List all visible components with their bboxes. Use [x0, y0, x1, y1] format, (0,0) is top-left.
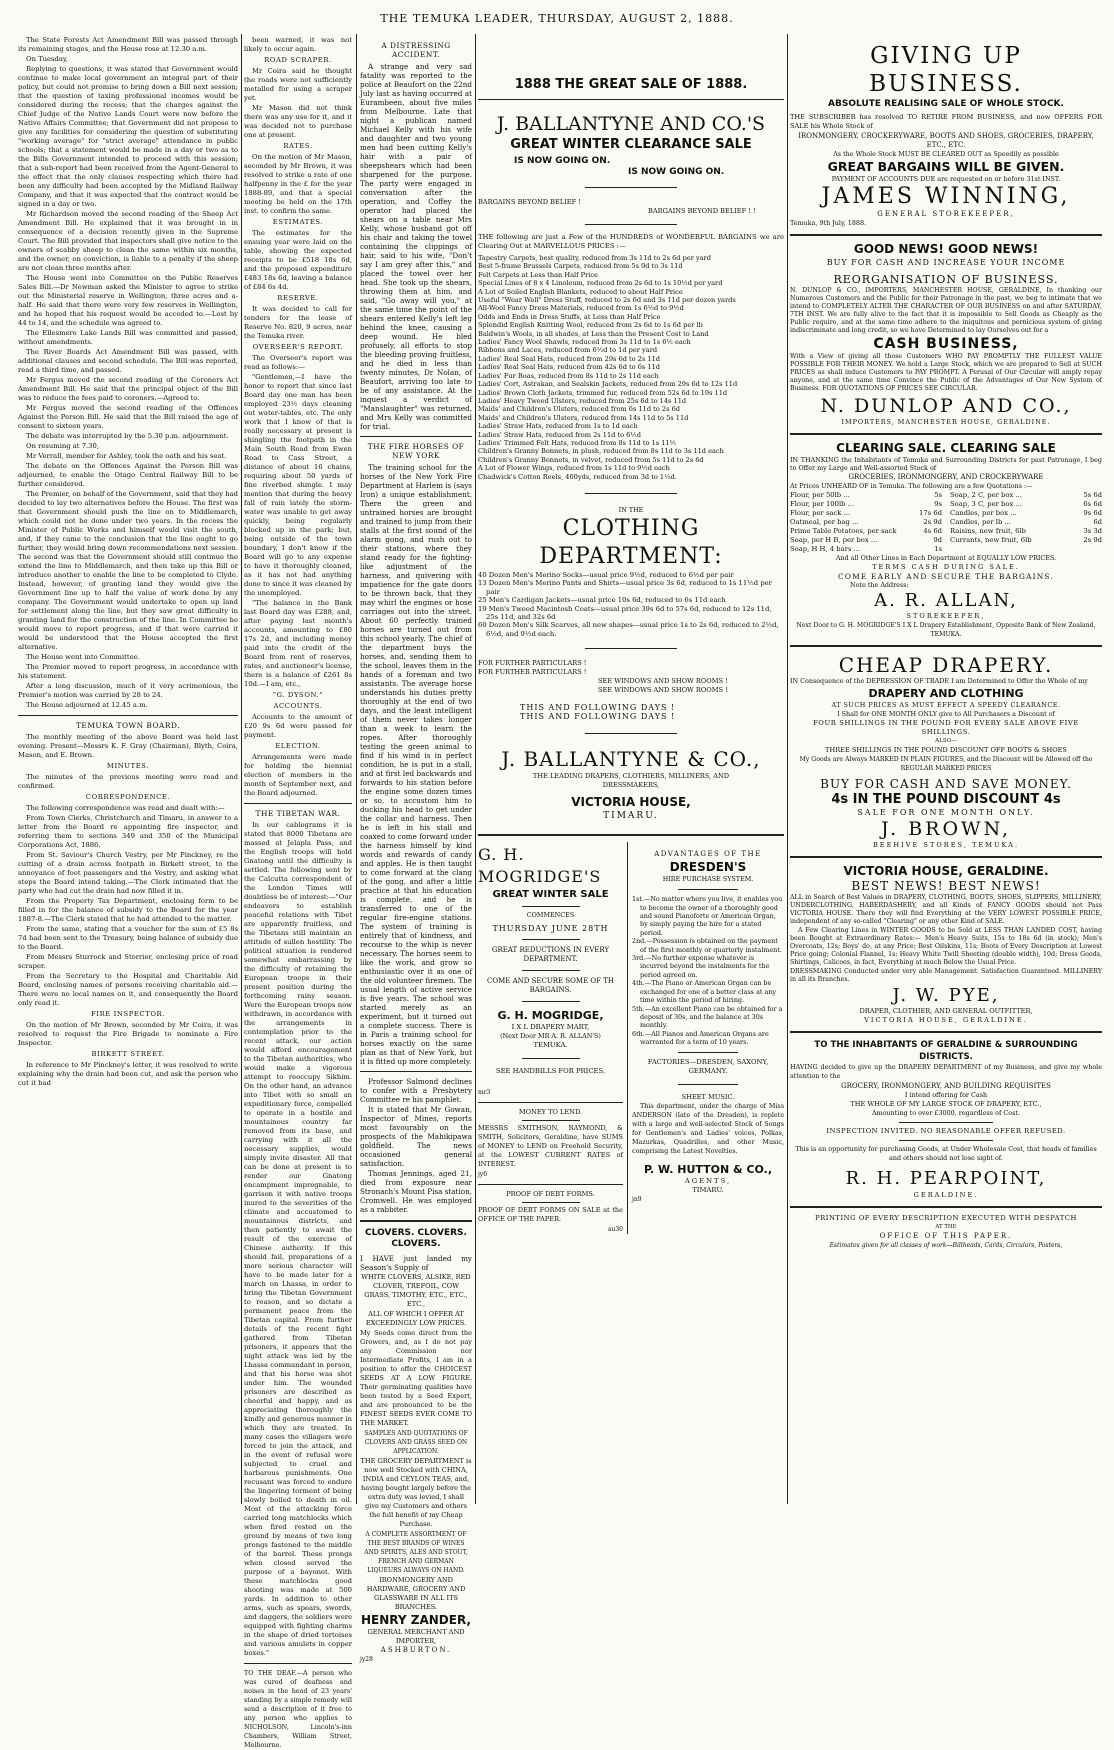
subheading: OVERSEER'S REPORT. — [252, 343, 344, 351]
also: ALSO— — [935, 738, 957, 744]
winning-date: Temuka, 9th July, 1888. — [790, 219, 867, 227]
allan-role: STOREKEEPER, — [906, 612, 986, 620]
price-item: Soap, 3 C, per box ... — [950, 500, 1022, 508]
list-item: Best 5-frame Brussels Carpets, reduced from 5s 9d to 3s 11d — [478, 262, 683, 271]
allan-prices: At Prices UNHEARD OF in Temuka. The following are a few Quotations :— — [790, 482, 1033, 490]
paragraph: "The balance in the Bank last Board day was £288, and, after paying last month's accounts, amounting to £80 17s 2d, and including money paid into the credit of the Board from rent of reserves, rates, and auctioneer's license, there is a balance of £261 8s 10d.—I am, etc., — [244, 599, 352, 688]
paragraph: In our cablegrams it is stated that 8000 Tibetans are massed at Jelapla Pass, and the English troops will hold Gnatong until the difficulty is settled. The following sent by the Calcutta correspondent of the London Times will doubtless be of interest:—"Our endeavors to establish peaceful relations with Tibet are apparently fruitless, and the Tibetans still maintain an attitude of sullen hostility. The political situation is rendered somewhat embarrassing by the difficulty of retaining the European troops in their present position during the forthcoming rainy season. Were the European troops now withdrawn, in accordance with the arrangements in contemplation prior to the recent attack, our action would afford encouragement to the Tibetan authorities, who would make a vigorous attempt to reoccupy Sikhim. On the other hand, an advance into Tibet with so small an expeditionary force, compelled to operate in a hostile and mountainous country far removed from its base, and carrying with it all the necessary supplies, would simply invite disaster. All that can be done at present is to render our Gnatong encampment impregnable, to garrison it with native troops inured to the severities of the climate and accustomed to mountainous districts, and then patiently to await the result of the exercise of Chinese authority. If this should fail, preparations of a more serious character will have to be made later for a march on Lhassa, in order to bring the Tibetan Government to reason, and so dictate a permanent peace from the Tibetan capital. From further details of the recent fight gathered from Tibetan prisoners, it appears that the night attack was led by the Lhassa commandant in person, and that his horse was shot under him. The wounded prisoners are described as cheerful and happy, and as appreciating thoroughly the kindly and generous manner in which they are treated. In many cases the villagers were forced to join the attack, and in the event of refusal were subjected to cruel and barbarous punishments. One recusant was forced to endure the lingering torment of being slowly boiled to death in oil. Most of the attacking force carried long matchlocks which when fired rested on the ground by means of two long prongs fastened to the middle of the barrel. These prongs when closed served the purpose of a bayonet. With these matchlocks good shooting was made at 500 yards. In addition to other arms, such as spears, swords, and daggers, the soldiers were equipped with fighting charms in the shape of dried tortoises and various amulets in copper boxes." — [244, 821, 352, 1657]
price-row — [950, 509, 1102, 518]
price-row — [790, 509, 942, 518]
list-item: Odds and Ends in Dress Stuffs, at Less than Half Price — [478, 312, 661, 321]
zander-town: ASHBURTON. — [380, 1646, 452, 1654]
paragraph: From the Property Tax Department, enclosing form to be filled in for the balance of subsidy to the Board for the year 1887-8.—The Clerk stated that he had attended to the matter. — [18, 897, 238, 923]
days-1: THIS AND FOLLOWING DAYS ! — [520, 703, 676, 713]
paragraph: The Premier moved to report progress, in accordance with his statement. — [18, 663, 238, 680]
subheading: "G. DYSON." — [272, 691, 324, 699]
bargains-intro: THE following are just a Few of the HUNDREDS of WONDERFUL BARGAINS we are Clearing Out at MARVELLOUS PRICES :— — [478, 233, 784, 250]
list-item: 25 Men's Cardigan Jackets—usual price 10s 6d, reduced to 6s 11d each — [478, 596, 726, 605]
paragraph: Mr Coira said he thought the roads were not sufficiently metalled for using a scraper yet. — [244, 67, 352, 102]
tibet-heading: THE TIBETAN WAR. — [255, 809, 341, 818]
column-3 — [478, 36, 784, 1504]
paragraph: The River Boards Act Amendment Bill was passed, with additional clauses and second schedule. The Bill was reported, read a third time, and passed. — [18, 348, 238, 374]
price-value: 1s — [934, 545, 942, 553]
factories: FACTORIES—DRESDEN, SAXONY, GERMANY. — [647, 1057, 769, 1075]
clearance-sale: GREAT WINTER CLEARANCE SALE — [510, 137, 752, 152]
cash-text: With a View of giving all those Customers WHO PAY PROMPTLY THE FULLEST VALUE POSSIBLE FOR THEIR MONEY. We hold a Large Stock, which we are prepared to Sell at SUCH PRICES as shall induce Customers to PAY PROMPT. A Perusal of Our Circular will amply repay anyone, and at the same time Convince the Public of the Advantages of Our New System of Business. FOR QUOTATIONS OF PRICES SEE CIRCULAR. — [790, 353, 1102, 392]
paragraph: Accounts to the amount of £20 9s 6d were passed for payment. — [244, 713, 352, 739]
further-2: FOR FURTHER PARTICULARS ! — [478, 668, 587, 677]
paragraph: From the Secretary to the Hospital and Charitable Aid Board, enclosing names of persons receiving charitable aid.—There were no local names on it, and consequently the Board only read it. — [18, 972, 238, 1007]
mogridge-town: TEMUKA. — [533, 1041, 568, 1050]
price-value: 9d — [933, 536, 942, 544]
sale-date: THURSDAY JUNE 28TH — [492, 924, 609, 934]
mogridge-name-2: G. H. MOGRIDGE, — [497, 1009, 604, 1023]
come-early: COME EARLY AND SECURE THE BARGAINS. — [838, 572, 1054, 581]
list-item: Splendid English Knitting Wool, reduced from 2s 6d to 1s 6d per lb — [478, 321, 703, 330]
paragraph: Mr Fergus moved the second reading of the Coroners Act Amendment Bill. He said that the principal object of the Bill was to reduce the fees paid to coroners.—Agreed to. — [18, 376, 238, 402]
price-item: Soap, 2 C, per box ... — [950, 491, 1022, 499]
ballantyne-firm-2: J. BALLANTYNE & CO., — [501, 747, 761, 772]
giving-up: GIVING UP BUSINESS. — [869, 43, 1023, 97]
speedy-clearance: AT SUCH PRICES AS MUST EFFECT A SPEEDY CLEARANCE. — [831, 701, 1061, 709]
money-code: jy6 — [478, 1171, 488, 1179]
list-item: Felt Carpets at Less than Half Price — [478, 270, 598, 279]
price-item: Oatmeal, per bag ... — [790, 518, 859, 526]
price-item: Raisins, new fruit, 6lb — [950, 527, 1026, 535]
allan-stock: GROCERIES, IRONMONGERY, AND CROCKERYWARE — [848, 473, 1044, 481]
intend-offering: I intend offering for Cash — [904, 1091, 988, 1099]
bargains-1: BARGAINS BEYOND BELIEF ! — [478, 198, 581, 206]
clearing-sale: CLEARING SALE. CLEARING SALE — [836, 441, 1056, 455]
list-item: Ladies' Straw Hats, reduced from 1s to 1d each — [478, 422, 638, 431]
fire-horses-article: The training school for the horses of the New York Fire Department at Harlem is (says Iron) a unique establishment. There the green and untrained horses are brought and trained to jump from their stalls at the first sound of the alarm gong, and rush out to their stations, where they stand ready for the fighting-like adjustment of the harness, and quivering with impatience for the gate doors to be thrown back, that they may whirl the engines or hose carriages out into the street. About 60 perfectly trained horses are turned out from this school yearly. The chief of the department buys the horses, and, sending them to the school, leaves them in the hands of a foreman and two assistants. The average horse understands his duties pretty thoroughly at the end of two days, and the least intelligent of them never takes longer than a week to learn the ropes. After thoroughly testing the green animal to find if his wind is in perfect condition, he is put in a stall, and at first led backwards and forwards to his station before the engine some dozen times or so, to accustom him to ducking his head to get under the collar and harness. Then he is left in his stall and coaxed to come forward under the harness himself by kind words and rewards of candy and apples. He is then taught to come forward at the clang of the gong, and after a little practice at that his education is complete, and he is transferred to one of the regular fire-engine stations. The system of training is entirely that of kindness, and recourse to the whip is never necessary. The horses seem to like the work, and grow so enthusiastic over it as one of the old volunteer firemen. The usual length of active service is five years. The school was started merely as an experiment, but it turned out a complete success. There is in Paris a training school for horses exactly on the same plan as that of New York, but it is fitted up more completely. — [360, 463, 472, 1066]
price-value: 5s — [934, 491, 942, 499]
column-rule — [475, 34, 476, 1504]
clovers-items: WHITE CLOVERS, ALSIKE, RED CLOVER, TREFOIL, COW GRASS, TIMOTHY, ETC., ETC., ETC., — [361, 1273, 471, 1308]
hutton-town: TIMARU. — [692, 1185, 724, 1194]
price-item: Flour, per 50lb ... — [790, 491, 850, 499]
paragraph: On the motion of Mr Brown, seconded by Mr Coira, it was resolved to request the Fire Brigade to nominate a Fire Inspector. — [18, 1021, 238, 1047]
list-item: Ribbons and Laces, reduced from 6½d to 1d per yard — [478, 346, 658, 355]
further-1: FOR FURTHER PARTICULARS ! — [478, 659, 587, 668]
winning-stock: IRONMONGERY, CROCKERYWARE, BOOTS AND SHOES, GROCERIES, DRAPERY, ETC., ETC. — [798, 132, 1094, 149]
plain-figures: My Goods are Always MARKED IN PLAIN FIGURES, and the Discount will be Allowed off the REGULAR MARKED PRICES — [799, 756, 1093, 772]
price-value: 3s 3d — [1083, 527, 1102, 535]
price-row — [950, 491, 1102, 500]
list-item: A Lot of Flower Wings, reduced from 1s 11d to 9½d each — [478, 464, 670, 473]
price-row — [950, 527, 1102, 536]
price-row — [950, 500, 1102, 509]
days-2: THIS AND FOLLOWING DAYS ! — [520, 712, 676, 722]
whole-stock: THE WHOLE OF MY LARGE STOCK OF DRAPERY, ETC., — [850, 1100, 1042, 1108]
price-item: Flour, per sack ... — [790, 509, 851, 517]
town-board-continued — [244, 36, 352, 798]
wines: A COMPLETE ASSORTMENT OF THE BEST BRANDS OF WINES AND SPIRITS, ALES AND STOUT, FRENCH AND GERMAN LIQUEURS ALWAYS ON HAND. — [364, 1531, 468, 1574]
paragraph: The minutes of the previous meeting were read and confirmed. — [18, 773, 238, 790]
fire-horses-heading: THE FIRE HORSES OF NEW YORK — [367, 442, 465, 460]
at-the: AT THE — [935, 1224, 957, 1230]
price-value: 6d — [1093, 518, 1102, 526]
list-item: Children's Granny Bonnets, in velvet, reduced from 5s 11d to 2s 6d — [478, 455, 704, 464]
paragraph: From Messrs Sturrock and Storrier, enclosing price of road scraper. — [18, 953, 238, 970]
money-notice: MESSRS SMITHSON, RAYMOND, & SMITH, Solicitors, Geraldine, have SUMS of MONEY to LEND on Freehold Security, at the LOWEST CURRENT RATES of INTEREST. — [478, 1124, 623, 1169]
reorganisation: REORGANISATION OF BUSINESS. — [833, 273, 1059, 286]
price-row — [790, 500, 942, 509]
allan-name: A. R. ALLAN, — [874, 590, 1018, 611]
list-item: Ladies' Cort, Astrakan, and Sealskin Jackets, reduced from 29s 6d to 12s 11d — [478, 380, 738, 389]
list-item: Maids' and Children's Ulsters, reduced from 6s 11d to 2s 6d — [478, 405, 680, 414]
good-news: GOOD NEWS! GOOD NEWS! — [853, 242, 1039, 256]
four-shillings-discount: 4s IN THE POUND DISCOUNT 4s — [831, 792, 1061, 807]
pearpoint-name: R. H. PEARPOINT, — [845, 1168, 1047, 1189]
subheading: ACCOUNTS. — [273, 702, 323, 710]
three-shillings: THREE SHILLINGS IN THE POUND DISCOUNT OFF BOOTS & SHOES — [825, 746, 1067, 754]
paragraph: From St. Saviour's Church Vestry, per Mr Pinckney, re the cutting of a drain across footpath in Birkett street, to the annoyance of foot passengers and the Vestry, and asking what steps the Board intend taking.—The Clerk intimated that the party who had cut the drain had now filled it in. — [18, 851, 238, 895]
pearpoint-town: GERALDINE. — [913, 1191, 979, 1199]
price-row — [790, 536, 942, 545]
bargains-2: BARGAINS BEYOND BELIEF ! ! — [648, 207, 756, 215]
paragraph: The Ellesmere Lake Lands Bill was committed and passed, without amendments. — [18, 329, 238, 346]
dunlop-name: N. DUNLOP AND CO., — [820, 395, 1072, 417]
hardware: IRONMONGERY AND HARDWARE, GROCERY AND GLASSWARE IN ALL ITS BRANCHES. — [366, 1576, 466, 1611]
salmond-note: Professor Salmond declines to confer with a Presbytery Committee re his pamphlet. — [360, 1077, 472, 1104]
paragraph: Arrangements were made for holding the biennial election of members in the month of September next, and the Board adjourned. — [244, 753, 352, 797]
subheading: ESTIMATES. — [272, 218, 324, 226]
buy-for-cash: BUY FOR CASH AND INCREASE YOUR INCOME — [826, 258, 1066, 267]
dresden-column — [632, 842, 784, 1234]
best-news: BEST NEWS! BEST NEWS! — [851, 879, 1041, 893]
list-item: Ladies' Real Seal Hats, reduced from 42s 6d to 6s 11d — [478, 363, 661, 372]
general-storekeeper: GENERAL STOREKEEPER, — [877, 210, 1015, 218]
list-item: 40 Dozen Men's Merino Socks—usual price 9½d, reduced to 6½d per pair — [478, 570, 734, 579]
list-item: Ladies' Straw Hats, reduced from 2s 11d to 6½d — [478, 430, 641, 439]
price-item: Prime Table Potatoes, per sack — [790, 527, 897, 535]
clovers-title: CLOVERS. CLOVERS. CLOVERS. — [365, 1228, 467, 1249]
paragraph: The House went into Committee on the Public Reserves Sales Bill.—Dr Newman asked the Minister to agree to strike out the Ministerial reserve in Wellington, three acres and a-half. He said that there were very few reserves in Wellington, and he hoped that his request would be acceded to.—Lost by 44 to 14, and the schedule was agreed to. — [18, 274, 238, 327]
opportunity: This is an opportunity for purchasing Goods, at Under Wholesale Cost, that heads of families and others should not lose sight of. — [795, 1145, 1097, 1162]
list-item: Baldwin's Wools, in all shades, at Less than the Present Cost to Land — [478, 329, 709, 338]
list-item: Chadwick's Cotton Reels, 400yds, reduced from 3d to 1½d. — [478, 472, 677, 481]
terms-cash: TERMS CASH DURING SALE. — [872, 563, 1020, 571]
column-rule — [241, 34, 242, 1504]
proof-code: au30 — [607, 1226, 623, 1234]
clothing-list — [478, 571, 784, 638]
realising-sale: ABSOLUTE REALISING SALE OF WHOLE STOCK. — [828, 99, 1064, 109]
money-heading: MONEY TO LEND. — [518, 1108, 583, 1117]
pearpoint-stock: GROCERY, IRONMONGERY, AND BUILDING REQUISITES — [841, 1082, 1051, 1090]
payment-due: PAYMENT OF ACCOUNTS DUE are requested on or before 31st INST. — [831, 175, 1061, 183]
dresden-adv: ADVANTAGES OF THE — [654, 850, 762, 859]
column-2-right — [360, 36, 472, 1663]
bargain-list — [478, 254, 784, 481]
dresden-list — [632, 895, 784, 1046]
great-reductions: GREAT REDUCTIONS IN EVERY DEPARTMENT. — [491, 946, 610, 964]
allan-other: And all Other Lines in Each Department at EQUALLY LOW PRICES. — [835, 554, 1057, 562]
clothing-dept: CLOTHING DEPARTMENT: — [539, 515, 723, 569]
price-value: 6s 6d — [1083, 500, 1102, 508]
clovers-intro: I HAVE just landed my Season's Supply of — [360, 1254, 472, 1272]
price-value: 9s — [934, 500, 942, 508]
pye-text: ALL in Search of Best Values in DRAPERY, CLOTHING, BOOTS, SHOES, SLIPPERS, MILLINERY, UNDERCLOTHING, HABERDASHERY, and all Kinds of FANCY GOODS should not Pass VICTORIA HOUSE. There they will find Everything at the VERY LOWEST POSSIBLE PRICE, independent of any so-called "Clearing" or any other Kind of SALE. — [790, 894, 1102, 925]
dresden-system: HIRE PURCHASE SYSTEM. — [662, 875, 754, 884]
going-on-2: IS NOW GOING ON. — [628, 167, 725, 177]
masthead: THE TEMUKA LEADER, THURSDAY, AUGUST 2, 1888. — [380, 12, 734, 25]
next-door: (Next Door MR A. R. ALLAN'S) — [500, 1032, 601, 1041]
victoria-house-timaru: VICTORIA HOUSE, — [571, 795, 691, 810]
inspection: INSPECTION INVITED. NO REASONABLE OFFER REFUSED. — [826, 1127, 1066, 1135]
subscriber: THE SUBSCRIBER has resolved TO RETIRE FROM BUSINESS, and now OFFERS FOR SALE his Whole Stock of — [790, 113, 1102, 130]
estimates: Estimates given for all classes of work—Billheads, Cards, Circulars, Posters, — [829, 1242, 1063, 1249]
column-rule — [356, 34, 357, 1504]
paragraph: The following correspondence was read and dealt with:— — [26, 804, 225, 812]
subheading: ELECTION. — [275, 742, 321, 750]
price-item: Soap, per H B, per box ... — [790, 536, 878, 544]
hutton-code: jn9 — [632, 1195, 642, 1203]
column-rule — [787, 34, 788, 1504]
list-item: 60 Dozen Men's Silk Scarves, all new shapes—usual price 1s to 2s 6d, reduced to 2½d, 6½d, and 9½d each. — [478, 621, 779, 638]
column-4 — [790, 36, 1102, 1504]
price-value: 2s 9d — [923, 518, 942, 526]
subheading: CORRESPONDENCE. — [85, 793, 171, 801]
list-item: Useful "Wear Well" Dress Stuff, reduced to 2s 6d and 3s 11d per dozen yards — [478, 296, 736, 305]
pearpoint-text: HAVING decided to give up the DRAPERY DEPARTMENT of my Business, and give my whole attention to the — [790, 1063, 1102, 1080]
brown-name: J. BROWN, — [880, 818, 1012, 840]
paragraph: Mr Richardson moved the second reading of the Sheep Act Amendment Bill. He explained that it was brought in in consequence of a decision recently given in the Supreme Court. The Bill provided that inspectors shall give notice to the owners of scabby sheep to clean the same within six months, and the owner, on conviction, is liable to a penalty if the sheep are not clean three months after. — [18, 210, 238, 272]
pye-name: J. W. PYE, — [892, 985, 1000, 1006]
paragraph: been warned, it was not likely to occur again. — [244, 36, 352, 53]
price-table — [790, 491, 1102, 554]
pye-addr: VICTORIA HOUSE, GERALDINE. — [864, 1016, 1028, 1024]
victoria-house-geraldine: VICTORIA HOUSE, GERALDINE. — [843, 864, 1049, 878]
going-on-1: IS NOW GOING ON. — [514, 156, 611, 166]
paragraph: On the motion of Mr Mason, seconded by Mr Brown, it was resolved to strike a rate of one halfpenny in the £ for the year 1888-89, and that a special meeting be held on the 17th inst. to confirm the same. — [244, 153, 352, 215]
allan-intro: IN THANKING the Inhabitants of Temuka and Surrounding Districts for past Patronage, I beg to Offer my Large and Well-assorted Stock of — [790, 456, 1102, 472]
sheet-music-heading: SHEET MUSIC. — [681, 1092, 735, 1101]
beehive-stores: BEEHIVE STORES, TEMUKA. — [872, 841, 1020, 849]
price-row — [790, 518, 942, 527]
price-value: 2s 9d — [1083, 536, 1102, 544]
paragraph: The Premier, on behalf of the Government, said that they had decided to lay two alternatives before the House. The first was that Government should push the line on to Middlemarch, which could not be done under two years. In the recess the Minister of Public Works and himself would visit the south, and, if they came to the conclusion that the line ought to go further, they would bring down recommendations next session. The second was that the Government should still continue the extend the line to Middlemarch, and then take up this Bill or introduce another to enable the line to be completed to Clyde. Instead, however, of granting land they would give the Government line up to half the value of work done by any company. The Government would undertake to open up land for settlement along the line, but they saw great difficulty in granting land for the construction of the line. In Committee he would move to report progress, and if that were carried it would be understood that the House accepted the first alternative. — [18, 490, 238, 651]
list-item: 1st.—No matter where you live, it enables you to become the owner of a thoroughly good and sound Pianoforte or American Organ, by simply paying the hire for a stated period. — [632, 895, 783, 937]
mogridge-name: G. H. MOGRIDGE'S — [478, 845, 602, 887]
zander-role: GENERAL MERCHANT AND IMPORTER, — [367, 1628, 465, 1645]
price-value: 4s 6d — [923, 527, 942, 535]
four-shillings: FOUR SHILLINGS IN THE POUND FOR EVERY SALE ABOVE FIVE SHILLINGS. — [812, 719, 1079, 736]
list-item: A Lot of Soiled English Blankets, reduced to about Half Price — [478, 287, 683, 296]
paragraph: The monthly meeting of the above Board was held last evening. Present—Messrs K. F. Gray (Chairman), Blyth, Coira, Mason, and E. Brown. — [18, 733, 238, 759]
list-item: Ladies' Trimmed Felt Hats, reduced from 8s 11d to 1s 11½ — [478, 438, 676, 447]
pye-text-2: A Few Clearing Lines in WINTER GOODS to be Sold at LESS THAN LANDED COST, having been Bought at Extraordinary Rates:— Men's Heavy Suits, 15s to 18s 6d (in stock); Men's Overcoats, 12s; Boys' do, at any Price; Best Oilskins, 11s; Boots of Every Description at Lowest Price going; Colonial Flannel, 1s; Heavy White Twill Sheeting (double width), 10d; Dress Goods, Shirtings, Calicoes, in fact, Everything at much Below the Usual Price. — [790, 927, 1102, 966]
jennings-note: Thomas Jennings, aged 21, died from exposure near Stronach's Mount Pisa station, Cromwell. He was employed as a rabbiter. — [360, 1169, 472, 1214]
great-sale-banner: 1888 THE GREAT SALE OF 1888. — [514, 77, 748, 92]
zander-code: jy28 — [360, 1656, 373, 1663]
handbills: SEE HANDBILLS FOR PRICES. — [495, 1067, 606, 1076]
list-item: Ladies' Real Seal Hats, reduced from 29s 6d to 2s 11d — [478, 354, 661, 363]
paragraph: From the same, stating that a voucher for the sum of £5 8s 7d had been sent to the Treasury, being balance of subsidy due to the Board. — [18, 925, 238, 951]
column-1 — [18, 36, 238, 1504]
paragraph: On Tuesday, — [26, 55, 69, 63]
list-item: All-Wool Fancy Dress Materials, reduced from 1s 6½d to 9½d — [478, 304, 684, 313]
commences: COMMENCES — [526, 911, 575, 920]
paragraph: Mr Verrall, member for Ashley, took the oath and his seat. — [26, 452, 227, 460]
dressmaking: DRESSMAKING Conducted under very able Management. Satisfaction Guaranteed. MILLINERY in all its Branches. — [790, 968, 1102, 983]
price-row — [790, 545, 942, 554]
sale-one-month: SALE FOR ONE MONTH ONLY. — [857, 808, 1035, 817]
proof-notice: PROOF OF DEBT FORMS ON SALE at the OFFICE OF THE PAPER. — [478, 1206, 623, 1224]
drapery-clothing: DRAPERY AND CLOTHING — [868, 687, 1024, 700]
subheading: MINUTES. — [106, 762, 150, 770]
price-item: Candles, per lb ... — [950, 518, 1011, 526]
paragraph: Replying to questions, it was stated that Government would continue to make local government an integral part of their policy, but could not promise to bring down a Bill next session; that the question of taxing professional incomes would be considered during the recess; that the charges against the Chief Judge of the Native Lands Court were now before the Native Affairs Committee; that Government did not propose to give any facilities for considering the question of substituting "working average" for "strict average" attendance in public schools; that a statement would be made in a day or two as to the Bills Government intended to proceed with this session; that a sub-report had been received from the Agent-General to the effect that the only clauses respecting which there had been any difficulty had been accepted by the Midland Railway Company, and that it was expected that the contract would be signed in a day or two. — [18, 65, 238, 208]
james-winning: JAMES WINNING, — [821, 184, 1071, 209]
paragraph: "Gentlemen,—I have the honor to report that since last Board day one man has been employed 23½ days cleaning out water-tables, etc. The only work that I know of that is really necessary at present is shingling the footpath in the Main South Road from Ewen Road to Cass Street, a distance of about 16 chains, requiring about 50 yards of fine riverbed shingle. I may mention that during the heavy fall of rain lately the storm-water was unable to get away quickly, being regularly blocked up in the park; but, being outside of the town boundary, I don't know if the Board will go to any expense to have it thoroughly cleaned, as it has not had anything done to since it was cleaned by the unemployed. — [244, 373, 352, 597]
price-value: 5s 6d — [1083, 491, 1102, 499]
price-item: Soap, H H, 4 bars ... — [790, 545, 861, 553]
price-row — [950, 536, 1102, 545]
dresden-name: DRESDEN'S — [669, 860, 747, 875]
list-item: Ladies' Fancy Wool Shawls, reduced from 3s 11d to 1s 6½ each — [478, 338, 691, 347]
paragraph: The House went into Committee. — [26, 653, 140, 661]
grocery-dept: THE GROCERY DEPARTMENT is now well Stocked with CHINA, INDIA and CEYLON TEAS, and, having bought largely before the extra duty was levied, I shall give my Customers and others the full benefit of my Cheap Purchase. — [360, 1457, 472, 1528]
paragraph: The estimates for the ensuing year were laid on the table, showing the expected receipts to be £518 18s 6d, and the proposed expenditure £483 18s 6d, leaving a balance of £84 6s 4d. — [244, 229, 352, 291]
town-board-heading: TEMUKA TOWN BOARD. — [76, 721, 180, 730]
dunlop-text: N. DUNLOP & CO., IMPORTERS, MANCHESTER HOUSE, GERALDINE, In thanking our Numerous Customers and the Public for their Patronage in the past, we beg to intimate that we intend to COMPLETELY ALTER THE CHARACTER OF OUR BUSINESS on and after SATURDAY, 7TH INST. We are fully alive to the fact that it is impossible to Sell Goods as Cheaply as the Public require, and at the same time adhere to the iniquitous and pernicious system of giving indiscriminate and long credit, so we have Determined to lay Ourselves out for a — [790, 287, 1102, 334]
clovers-offer: ALL OF WHICH I OFFER AT EXCEEDINGLY LOW PRICES. — [365, 1310, 467, 1327]
office-paper: OFFICE OF THIS PAPER. — [879, 1232, 1013, 1240]
accident-article: A strange and very sad fatality was reported to the police at Beaufort on the 22nd July last as having occurred at Eurambeen, about five miles from Melbourne. Late that night a publican named Michael Kelly with his wife and daughter and two young men had been cutting Kelly's hair with a pair of sheepshears which had been sharpened for the purpose. The party were engaged in conversation after the operation, and Coffey the operator had placed the shears on a table near Mrs Kelly, whose husband got off his chair and taking the towel containing the clippings of hair, said to his wife, "Don't say I am grey after this," and placed the towel over her head. She took up the shears, throwing them at him, and said, "Go away will you," at the same time the point of the shears entered Kelly's left leg behind the knee, causing a deep wound. He bled profusely, all efforts to stop the bleeding proving fruitless, and he died in less than twenty minutes, Dr Nolan, of Beaufort, arriving too late to be of any assistance. At the inquest a verdict of "Manslaughter" was returned, and Mrs Kelly was committed for trial. — [360, 62, 472, 431]
list-item: 4th.—The Piano or American Organ can be exchanged for one of a better class at any time within the period of hiring. — [632, 979, 777, 1005]
printing: PRINTING OF EVERY DESCRIPTION EXECUTED WITH DESPATCH — [815, 1214, 1077, 1222]
price-item: Currants, new fruit, 6lb — [950, 536, 1032, 544]
ballantyne-firm: J. BALLANTYNE AND CO.'S — [496, 113, 766, 135]
accident-heading: A DISTRESSING ACCIDENT. — [381, 41, 451, 59]
cleared-out: As the Whole Stock MUST BE CLEARED OUT as Speedily as possible — [833, 150, 1059, 158]
price-row — [790, 527, 942, 536]
secure-bargains: COME AND SECURE SOME OF TH BARGAINS. — [486, 977, 614, 995]
allan-address: Next Door to G. H. MOGRIDGE'S I X L Drapery Establishment, Opposite Bank of New Zealand, TEMUKA. — [796, 622, 1096, 638]
subheading: RESERVE. — [277, 294, 319, 302]
list-item: Tapestry Carpets, best quality, reduced from 3s 11d to 2s 6d per yard — [478, 254, 712, 262]
subheading: RATES. — [283, 142, 313, 150]
paragraph: From Town Clerks, Christchurch and Timaru, in answer to a letter from the Board re appointing fire inspector, and referring them to sections 349 and 350 of the Municipal Corporations Act, 1886. — [18, 814, 238, 849]
one-month: I Shall for ONE MONTH ONLY give to All Purchasers a Discount of — [837, 710, 1055, 718]
list-item: 6th.—All Pianos and American Organs are warranted for a term of 10 years. — [632, 1029, 769, 1047]
list-item: Maids' and Children's Ulsters, reduced from 14s 11d to 5s 11d — [478, 413, 689, 422]
list-item: 2nd.—Possession is obtained on the payment of the first monthly or quarterly instalment. — [632, 937, 782, 954]
gowan-note: It is stated that Mr Gowan, Inspector of Mines, reports most favourably on the prospects of the Mahikipawa goldfield. The news occasioned general satisfaction. — [360, 1105, 472, 1168]
price-row — [950, 518, 1102, 527]
windows-2: SEE WINDOWS AND SHOW ROOMS ! — [598, 686, 728, 695]
price-value: 9s 6d — [1083, 509, 1102, 517]
town-board-report — [18, 733, 238, 1088]
paragraph: On resuming at 7.30, — [26, 442, 99, 450]
paragraph: Mr Fergus moved the second reading of the Offences Against the Person Bill. He said that the Bill raised the age of consent to sixteen years. — [18, 404, 238, 430]
list-item: 3rd.—No further expense whatever is incurred beyond the instalments for the period agreed on. — [632, 954, 770, 979]
pye-sub: DRAPER, CLOTHIER, AND GENERAL OUTFITTER, — [859, 1007, 1033, 1015]
deaf-notice: TO THE DEAF.—A person who was cured of deafness and noises in the head of 23 years' standing by a simple remedy will send a description of it free to any person who applies to NICHOLSON, Lincoln's-inn Chambers, William Street, Melbourne. — [244, 1669, 352, 1749]
in-the: IN THE — [618, 505, 644, 514]
paragraph: After a long discussion, much of it very acrimonious, the Premier's motion was carried by 28 to 24. — [18, 682, 238, 699]
zander-name: HENRY ZANDER, — [361, 1613, 471, 1627]
list-item: 19 Men's Tweed Macintosh Coats—usual price 39s 6d to 57s 6d, reduced to 12s 11d, 25s 11d, and 32s 6d — [478, 604, 772, 621]
save-money: BUY FOR CASH AND SAVE MONEY. — [820, 777, 1072, 791]
clovers-samples: SAMPLES AND QUOTATIONS OF CLOVERS AND GRASS SEED ON APPLICATION. — [364, 1430, 468, 1455]
note-address: Note the Address: — [850, 581, 909, 589]
list-item: 13 Dozen Men's Merino Pants and Shirts—usual price 3s 6d, reduced to 1s 11½d per pair — [478, 579, 772, 596]
subheading: FIRE INSPECTOR. — [90, 1010, 166, 1018]
paragraph: The debate on the Offences Against the Person Bill was adjourned, to enable the Otago Central Railway Bill to be further considered. — [18, 462, 238, 488]
windows-1: SEE WINDOWS AND SHOW ROOMS ! — [598, 677, 728, 686]
price-row — [790, 491, 942, 500]
paragraph: In reference to Mr Pinckney's letter, it was resolved to write explaining why the drain had been cut, and ask the person who cut it had — [18, 1061, 238, 1087]
price-item: Flour, per 100lb ... — [790, 500, 855, 508]
ballantyne-town: TIMARU. — [603, 811, 659, 822]
proof-heading: PROOF OF DEBT FORMS. — [506, 1190, 595, 1199]
sheet-music: This department, under the charge of Miss ANDERSON (late of the Dresden), is replete with a large and well-selected Stock of Songs for Gentlemen's and Ladies' voices, Polkas, Mazurkas, Quadrilles, and other Music, comprising the Latest Novelties. — [632, 1101, 784, 1155]
list-item: Ladies' Brown Cloth Jackets, trimmed fur, reduced from 52s 6d to 19s 11d — [478, 388, 728, 397]
hutton-name: P. W. HUTTON & CO., — [643, 1162, 773, 1176]
paragraph: The Overseer's report was read as follows:— — [244, 354, 352, 371]
hutton-agents: AGENTS, — [684, 1176, 732, 1185]
list-item: Ladies' Fur Boas, reduced from 8s 11d to 2s 11d each — [478, 371, 659, 380]
cash-business: CASH BUSINESS, — [873, 336, 1019, 352]
paragraph: The State Forests Act Amendment Bill was passed through its remaining stages, and the House rose at 12.30 a.m. — [18, 36, 238, 53]
amounting: Amounting to over £3000, regardless of Cost. — [872, 1109, 1020, 1117]
price-item: Candles, per box ... — [950, 509, 1017, 517]
paragraph: The House adjourned at 12.45 a.m. — [26, 701, 148, 709]
paragraph: Mr Mason did not think there was any use for it, and it was decided not to purchase one at present. — [244, 104, 352, 139]
list-item: Special Lines of 8 x 4 Linoleum, reduced from 2s 6d to 1s 10½d per yard — [478, 279, 723, 288]
clovers-seeds: My Seeds come direct from the Growers, and, as I do not pay any Commission nor Intermediate Profits, I am in a position to offer the CHOICEST SEEDS AT A LOW FIGURE. Their germinating qualities have been tested by a Seed Expert, and are pronounced to be the FINEST SEEDS EVER COME TO THE MARKET. — [360, 1329, 472, 1427]
list-item: Ladies' Heavy Tweed Ulsters, reduced from 25s 6d to 14s 11d — [478, 396, 687, 405]
subheading: ROAD SCRAPER. — [264, 56, 332, 64]
to-inhabitants: TO THE INHABITANTS OF GERALDINE & SURROUNDING DISTRICTS. — [814, 1040, 1078, 1062]
cheap-intro: IN Consequence of the DEPRESSION OF TRADE I am Determined to Offer the Whole of my — [790, 677, 1088, 685]
column-2-left — [244, 36, 352, 1749]
subheading: BIRKETT STREET. — [91, 1050, 165, 1058]
great-bargains: GREAT BARGAINS WILL BE GIVEN. — [827, 159, 1065, 174]
paragraph: The debate was interrupted by the 5.30 p.m. adjournment. — [26, 432, 229, 440]
mogridge-column — [478, 842, 628, 1234]
parliament-report — [18, 36, 238, 710]
mogridge-sale: GREAT WINTER SALE — [492, 889, 609, 901]
ixl-mart: I X L DRAPERY MART, — [511, 1023, 590, 1032]
cheap-drapery: CHEAP DRAPERY. — [838, 653, 1054, 677]
paragraph: It was decided to call for tenders for the lease of Reserve No. 820, 9 acres, near the Temuka river. — [244, 305, 352, 340]
ballantyne-desc: THE LEADING DRAPERS, CLOTHIERS, MILLINERS, AND DRESSMAKERS, — [532, 772, 730, 790]
list-item: 5th.—An excellent Piano can be obtained for a deposit of 30s, and the balance at 30s monthly. — [632, 1004, 783, 1030]
mogridge-code: mr3 — [478, 1089, 491, 1097]
price-value: 17s 6d — [919, 509, 942, 517]
list-item: Children's Granny Bonnets, in plush, reduced from 8s 11d to 3s 11d each — [478, 447, 724, 456]
tibet-article — [244, 821, 352, 1658]
dunlop-sub: IMPORTERS, MANCHESTER HOUSE, GERALDINE. — [841, 418, 1051, 426]
